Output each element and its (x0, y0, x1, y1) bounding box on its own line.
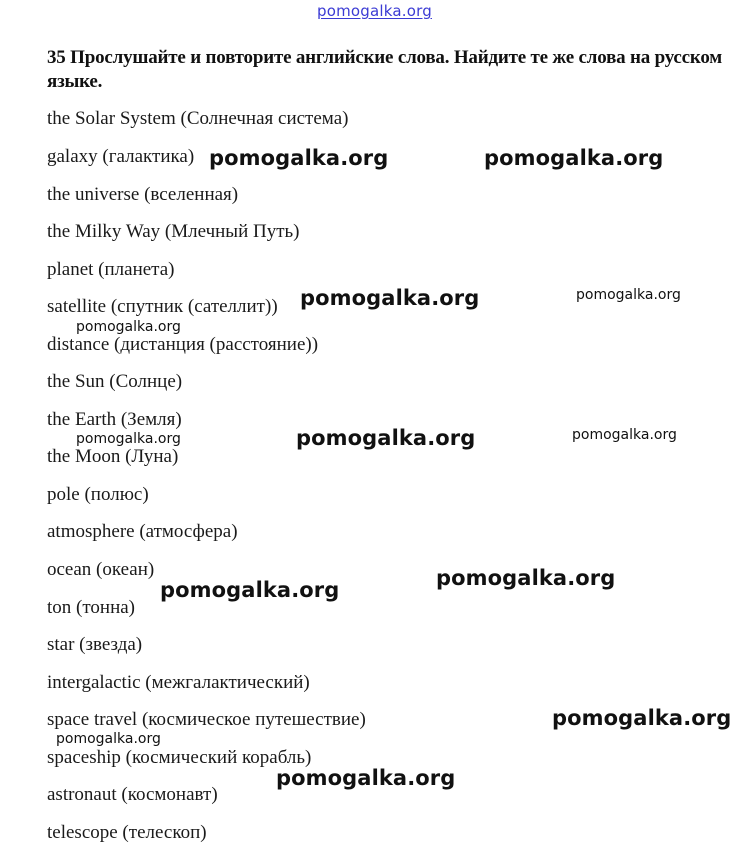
vocab-item: ton (тонна) (47, 597, 136, 618)
watermark: pomogalka.org (76, 319, 181, 335)
site-link[interactable]: pomogalka.org (317, 2, 432, 20)
vocab-item: spaceship (космический корабль) (47, 747, 312, 768)
watermark: pomogalka.org (276, 766, 456, 790)
vocab-item: planet (планета) (47, 259, 175, 280)
watermark: pomogalka.org (209, 146, 389, 170)
watermark: pomogalka.org (56, 731, 161, 747)
vocab-item: telescope (телескоп) (47, 822, 207, 843)
vocab-item: the universe (вселенная) (47, 184, 239, 205)
vocab-item: star (звезда) (47, 634, 143, 655)
vocab-item: the Solar System (Солнечная система) (47, 108, 349, 129)
vocab-item: intergalactic (межгалактический) (47, 672, 310, 693)
vocab-item: the Milky Way (Млечный Путь) (47, 221, 300, 242)
exercise-heading: 35 Прослушайте и повторите английские слова. Найдите те же слова на русском языке. (47, 47, 723, 92)
watermark: pomogalka.org (552, 706, 732, 730)
vocab-item: the Sun (Солнце) (47, 371, 183, 392)
vocab-item: the Earth (Земля) (47, 409, 182, 430)
vocab-item: atmosphere (атмосфера) (47, 521, 238, 542)
vocab-item: space travel (космическое путешествие) (47, 709, 366, 730)
vocab-item: distance (дистанция (расстояние)) (47, 334, 319, 355)
vocab-item: ocean (океан) (47, 559, 155, 580)
watermark: pomogalka.org (296, 426, 476, 450)
vocab-item: galaxy (галактика) (47, 146, 195, 167)
vocab-item: astronaut (космонавт) (47, 784, 218, 805)
watermark: pomogalka.org (160, 578, 340, 602)
vocab-item: the Moon (Луна) (47, 446, 179, 467)
watermark: pomogalka.org (436, 566, 616, 590)
watermark: pomogalka.org (576, 287, 681, 303)
watermark: pomogalka.org (76, 431, 181, 447)
watermark: pomogalka.org (572, 427, 677, 443)
vocab-item: pole (полюс) (47, 484, 149, 505)
watermark: pomogalka.org (484, 146, 664, 170)
watermark: pomogalka.org (300, 286, 480, 310)
vocab-item: satellite (спутник (сателлит)) (47, 296, 278, 317)
